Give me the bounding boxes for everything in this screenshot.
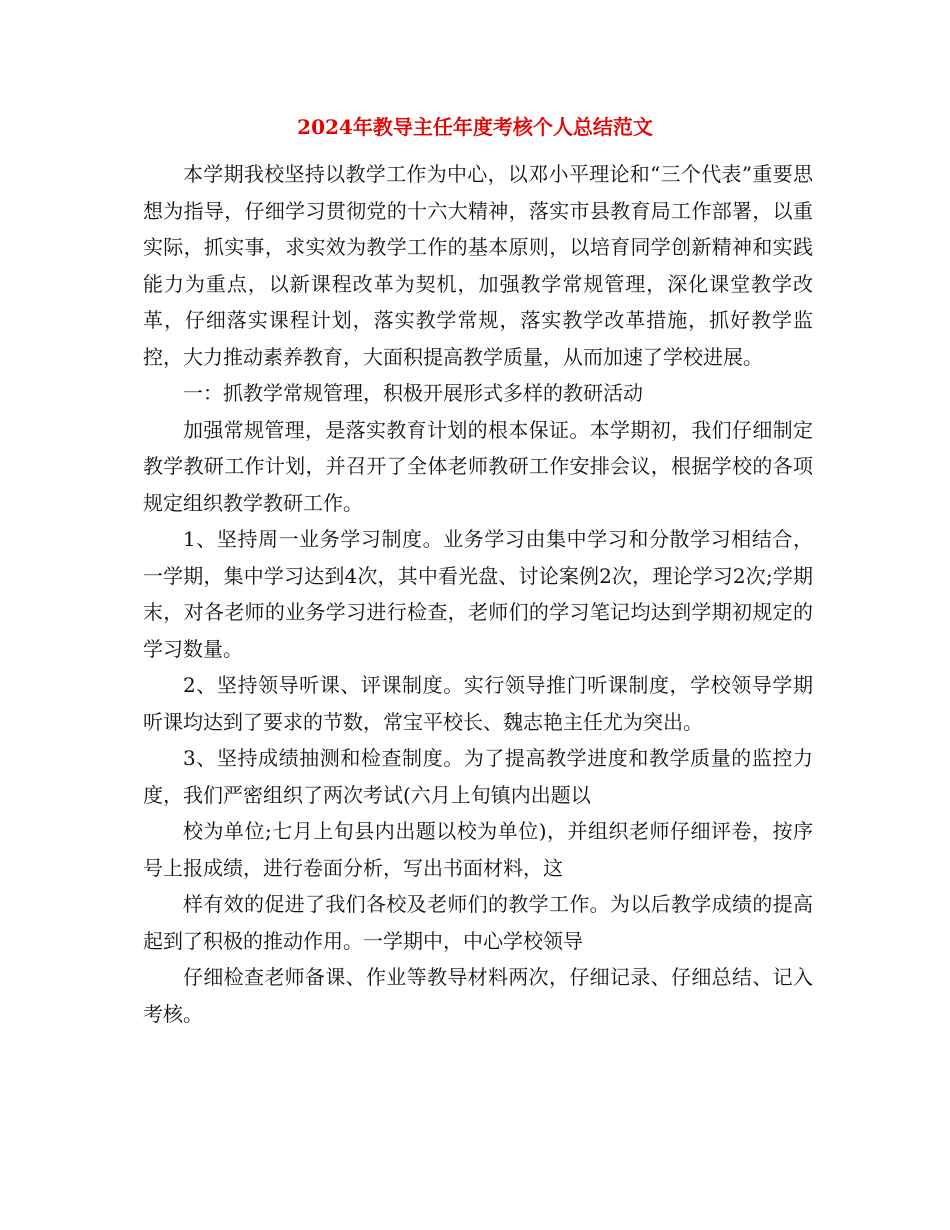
section-heading-1: 一：抓教学常规管理，积极开展形式多样的教研活动 bbox=[183, 381, 643, 405]
document-title: 2024年教导主任年度考核个人总结范文 bbox=[297, 115, 653, 139]
paragraph-item-2: 2、坚持领导听课、评课制度。实行领导推门听课制度，学校领导学期听课均达到了要求的节数，常宝平校长、魏志艳主任尤为突出。 bbox=[143, 673, 813, 734]
paragraph-intro: 本学期我校坚持以教学工作为中心，以邓小平理论和“三个代表”重要思想为指导，仔细学习贯彻党的十六大精神，落实市县教育局工作部署，以重实际，抓实事，求实效为教学工作的基本原则，以培育同学创新精神和实践能力为重点，以新课程改革为契机，加强教学常规管理，深化课堂教学改革，仔细落实课程计划，落实教学常规，落实教学改革措施，抓好教学监控，大力推动素养教育，大面积提高教学质量，从而加速了学校进展。 bbox=[143, 162, 813, 369]
paragraph-item-1: 1、坚持周一业务学习制度。业务学习由集中学习和分散学习相结合，一学期，集中学习达到4次，其中看光盘、讨论案例2次，理论学习2次;学期末，对各老师的业务学习进行检查，老师们的学习笔记均达到学期初规定的学习数量。 bbox=[143, 527, 813, 661]
paragraph-item-3: 3、坚持成绩抽测和检查制度。为了提高教学进度和教学质量的监控力度，我们严密组织了两次考试(六月上旬镇内出题以 bbox=[143, 746, 813, 807]
paragraph-continuation-2: 样有效的促进了我们各校及老师们的教学工作。为以后教学成绩的提高起到了积极的推动作用。一学期中，中心学校领导 bbox=[143, 892, 813, 953]
paragraph-continuation-3: 仔细检查老师备课、作业等教导材料两次，仔细记录、仔细总结、记入考核。 bbox=[143, 965, 813, 1026]
paragraph-continuation-1: 校为单位;七月上旬县内出题以校为单位)，并组织老师仔细评卷，按序号上报成绩，进行卷面分析，写出书面材料，这 bbox=[143, 819, 813, 880]
document-body bbox=[143, 156, 813, 1032]
paragraph-routine-management: 加强常规管理，是落实教育计划的根本保证。本学期初，我们仔细制定教学教研工作计划，并召开了全体老师教研工作安排会议，根据学校的各项规定组织教学教研工作。 bbox=[143, 417, 813, 515]
